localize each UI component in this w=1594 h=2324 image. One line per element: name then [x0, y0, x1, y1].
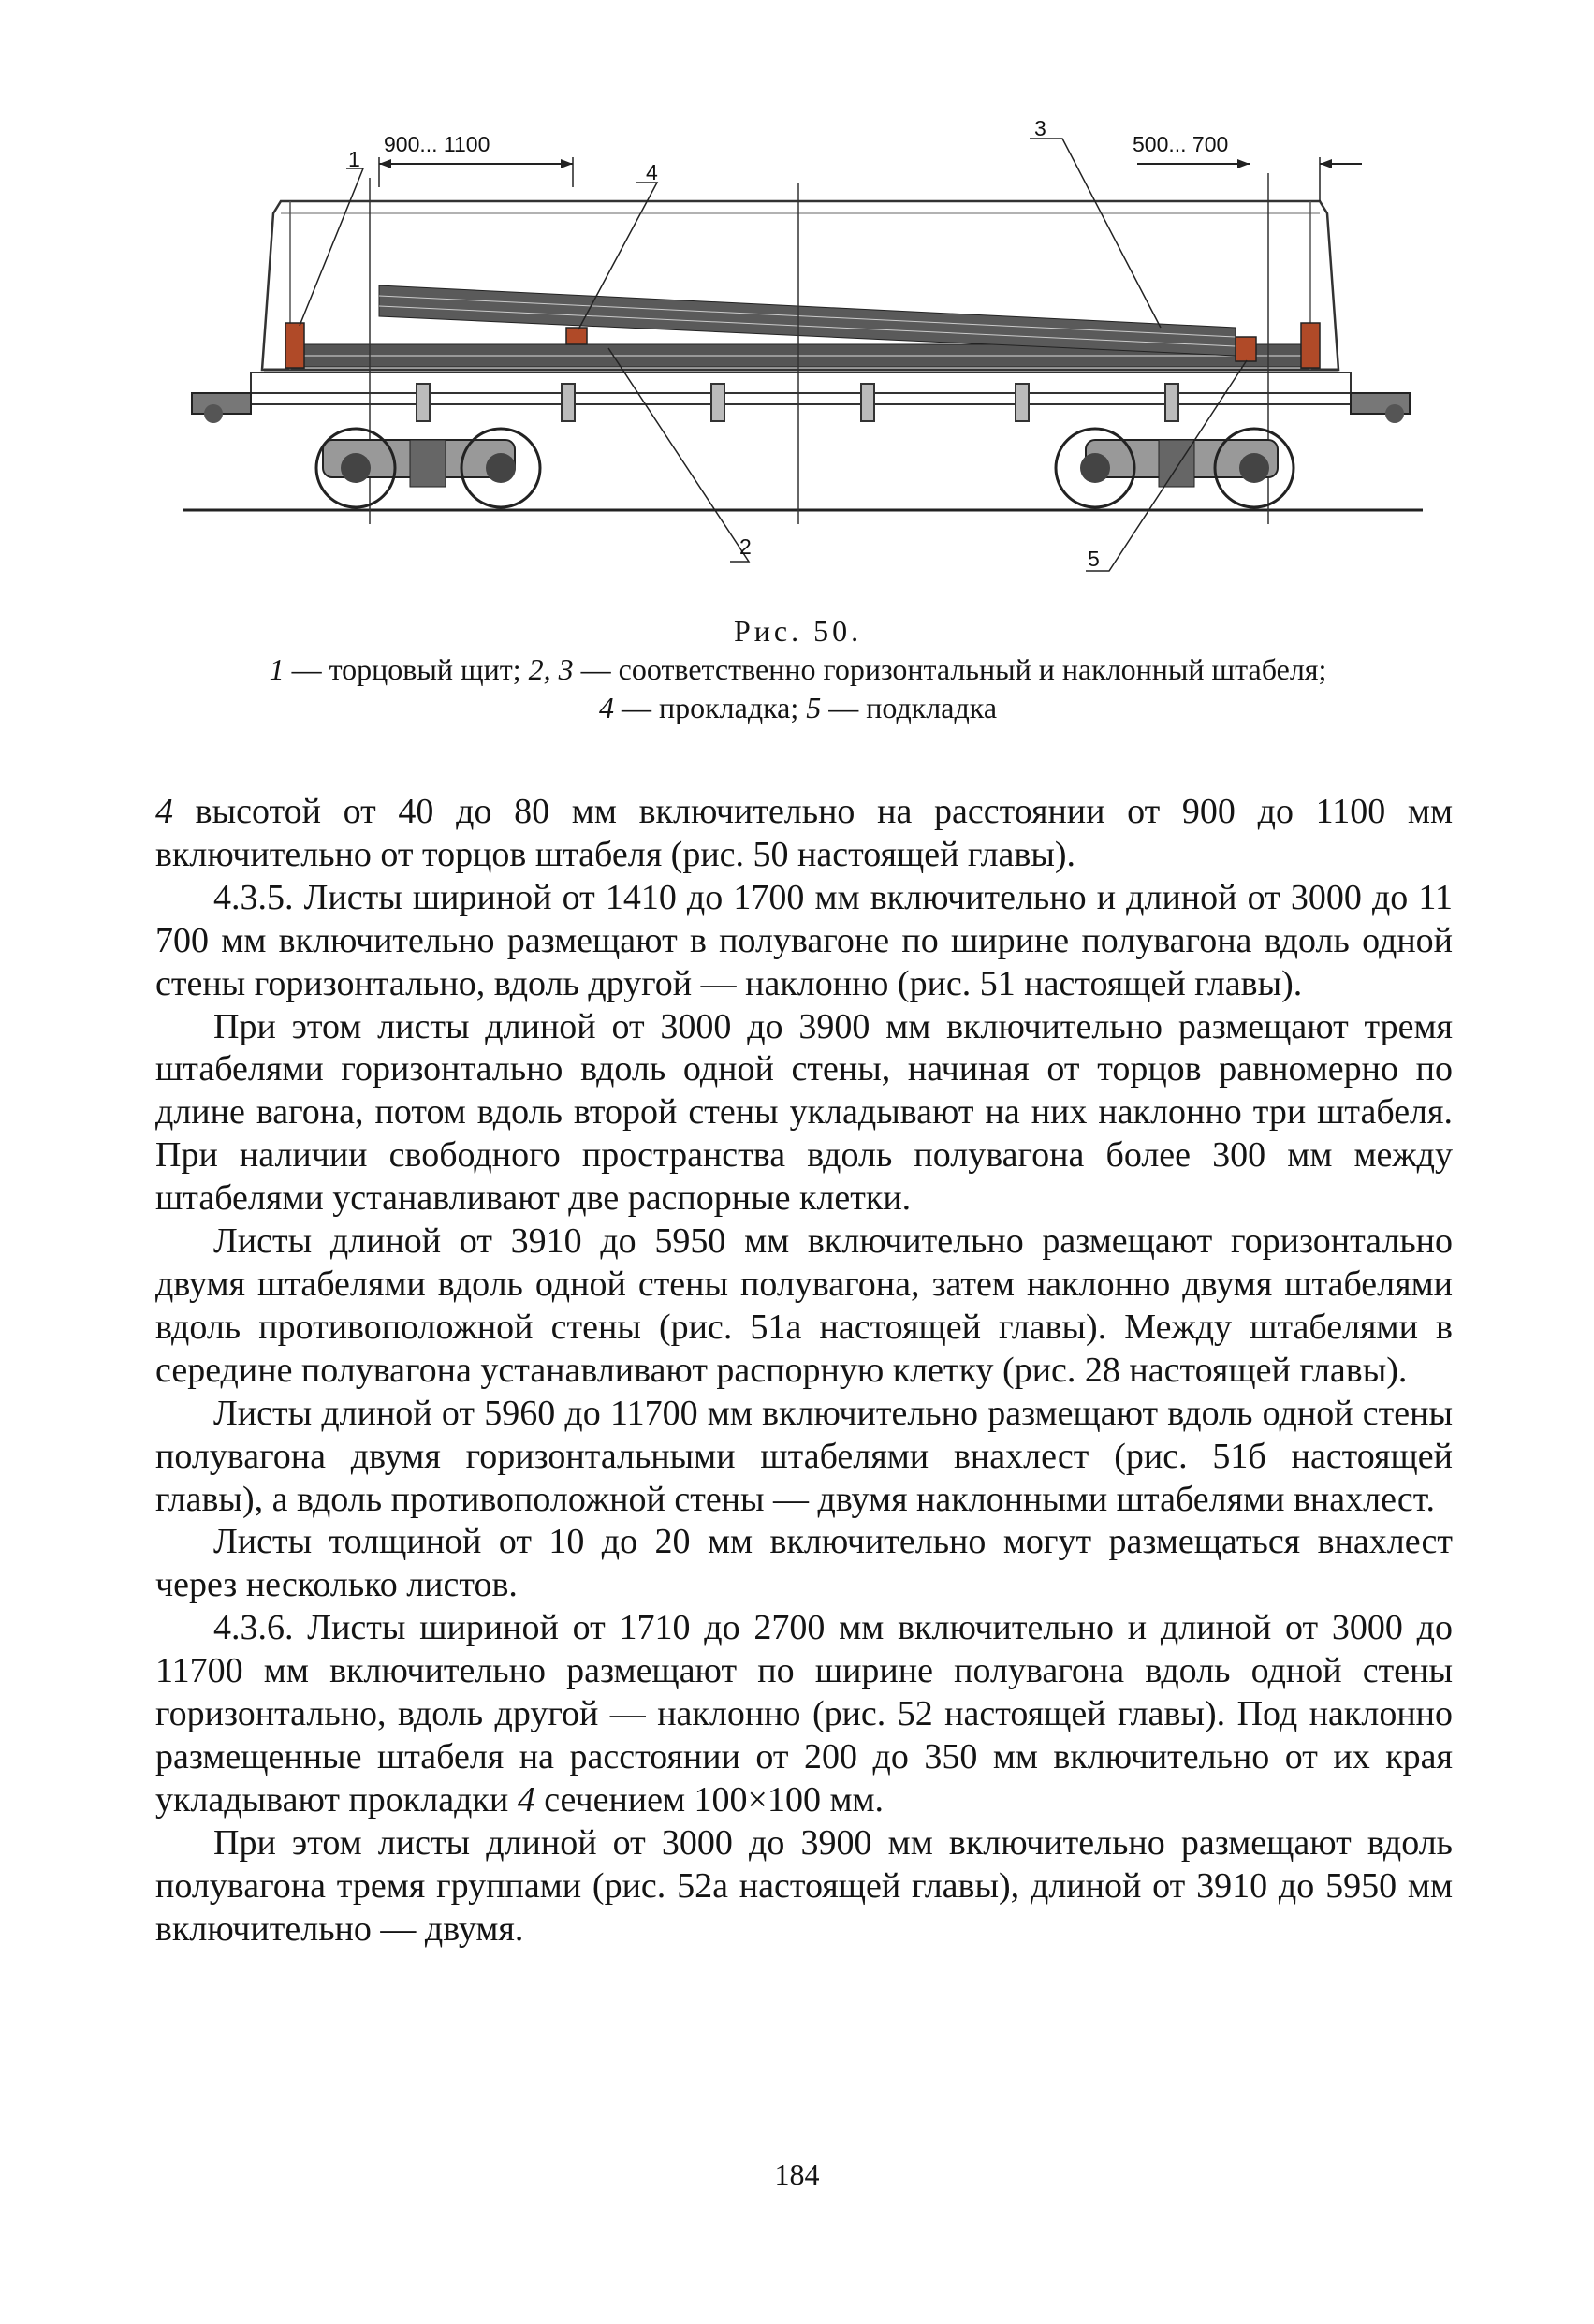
caption-line-1: 1 — торцовый щит; 2, 3 — соответственно горизонтальный и наклонный штабеля;: [269, 652, 1327, 686]
paragraph-4: Листы длиной от 3910 до 5950 мм включительно размещают горизонтально двумя штабелями вдоль одной стены полувагона, затем наклонно двумя штабелями вдоль противоположной стены (рис. 51а настоящей главы). Между штабелями в середине полувагона устанавливают распорную клетку (рис. 28 настоящей главы).: [155, 1221, 1453, 1390]
caption-line-2: 4 — прокладка; 5 — подкладка: [598, 691, 998, 724]
caption-title: Рис. 50.: [733, 614, 863, 648]
figure-caption: [150, 612, 1446, 727]
gondola-wagon-figure: [0, 0, 1594, 599]
callout-5: 5: [1088, 547, 1100, 571]
callout-1: 1: [348, 147, 360, 171]
left-bogie: [316, 429, 540, 507]
page-number: 184: [774, 2157, 820, 2191]
right-bogie: [1056, 429, 1294, 507]
callout-3: 3: [1034, 116, 1046, 140]
callout-4: 4: [646, 160, 658, 184]
callout-2: 2: [739, 534, 752, 559]
paragraph-3: При этом листы длиной от 3000 до 3900 мм включительно размещают тремя штабелями горизонтально вдоль одной стены, начиная от торцов равномерно по длине вагона, потом вдоль второй стены укладывают на них наклонно три штабеля. При наличии свободного пространства вдоль полувагона более 300 мм между штабелями устанавливают две распорные клетки.: [155, 1006, 1453, 1219]
paragraph-2: 4.3.5. Листы шириной от 1410 до 1700 мм включительно и длиной от 3000 до 11 700 мм включительно размещают в полувагоне по ширине полувагона вдоль одной стены горизонтально, вдоль другой — наклонно (рис. 51 настоящей главы).: [155, 877, 1453, 1003]
paragraph-6: Листы толщиной от 10 до 20 мм включительно могут размещаться внахлест через несколько листов.: [155, 1522, 1453, 1605]
paragraph-8: При этом листы длиной от 3000 до 3900 мм включительно размещают вдоль полувагона тремя группами (рис. 52а настоящей главы), длиной от 3910 до 5950 мм включительно — двумя.: [155, 1822, 1453, 1949]
body-text: [155, 791, 1453, 1951]
paragraph-5: Листы длиной от 5960 до 11700 мм включительно размещают вдоль одной стены полувагона двумя горизонтальными штабелями внахлест (рис. 51б настоящей главы), а вдоль противоположной стены — двумя наклонными штабелями внахлест.: [155, 1393, 1453, 1519]
dimension-right-label: 500... 700: [1133, 132, 1229, 156]
wagon-drawing: [0, 0, 1594, 599]
paragraph-1: 4 высотой от 40 до 80 мм включительно на расстоянии от 900 до 1100 мм включительно от торцов штабеля (рис. 50 настоящей главы).: [155, 792, 1453, 874]
paragraph-7: 4.3.6. Листы шириной от 1710 до 2700 мм включительно и длиной от 3000 до 11700 мм включительно размещают по ширине полувагона вдоль одной стены горизонтально, вдоль другой — наклонно (рис. 52 настоящей главы). Под наклонно размещенные штабеля на расстоянии от 200 до 350 мм включительно от их края укладывают прокладки 4 сечением 100×100 мм.: [155, 1608, 1453, 1820]
dimension-left-label: 900... 1100: [384, 132, 490, 156]
